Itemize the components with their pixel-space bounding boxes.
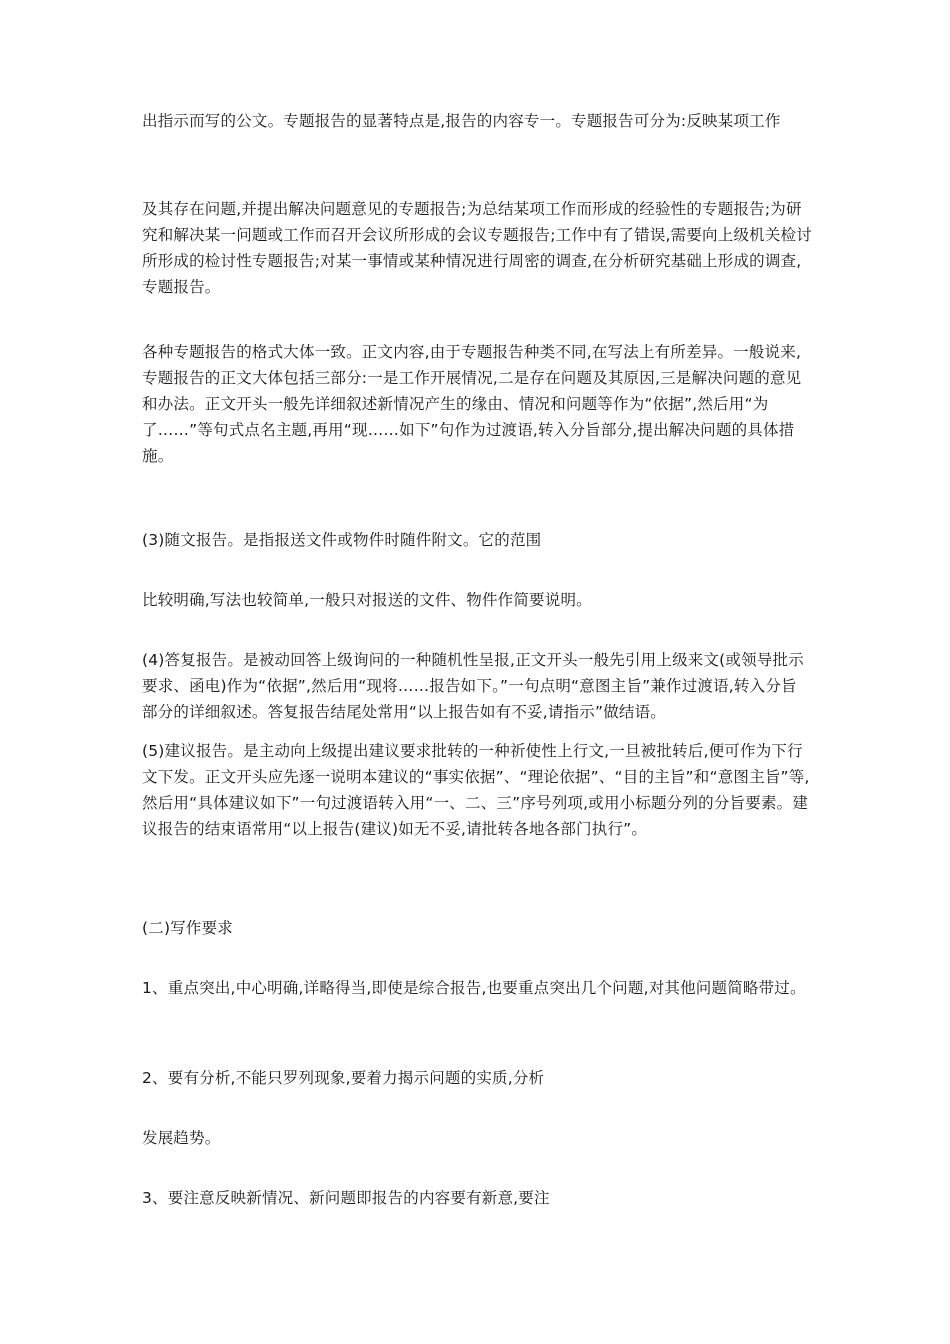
requirement-item-3: 3、要注意反映新情况、新问题即报告的内容要有新意,要注 <box>142 1189 550 1207</box>
paragraph-report-format: 各种专题报告的格式大体一致。正文内容,由于专题报告种类不同,在写法上有所差异。一般说来,专题报告的正文大体包括三部分:一是工作开展情况,二是存在问题及其原因,三是解决问题的意见和办法。正文开头一般先详细叙述新情况产生的缘由、情况和问题等作为“依据”,然后用“为了……”等句式点名主题,再用“现……如下”句作为过渡语,转入分旨部分,提出解决问题的具体措施。 <box>142 343 802 465</box>
paragraph-report-definition: 出指示而写的公文。专题报告的显著特点是,报告的内容专一。专题报告可分为:反映某项工作 <box>142 112 781 130</box>
paragraph-report-types: 及其存在问题,并提出解决问题意见的专题报告;为总结某项工作而形成的经验性的专题报告;为研究和解决某一问题或工作而召开会议所形成的会议专题报告;工作中有了错误,需要向上级机关检讨所形成的检讨性专题报告;对某一事情或某种情况进行周密的调查,在分析研究基础上形成的调查,专题报告。 <box>142 200 812 296</box>
requirement-item-2: 2、要有分析,不能只罗列现象,要着力揭示问题的实质,分析 <box>142 1069 545 1087</box>
paragraph-accompanying-report-cont: 比较明确,写法也较简单,一般只对报送的文件、物件作简要说明。 <box>142 591 592 609</box>
paragraph-accompanying-report: (3)随文报告。是指报送文件或物件时随件附文。它的范围 <box>142 531 542 549</box>
section-heading-writing-requirements: (二)写作要求 <box>142 919 233 937</box>
requirement-item-1: 1、重点突出,中心明确,详略得当,即使是综合报告,也要重点突出几个问题,对其他问题简略带过。 <box>142 979 806 997</box>
requirement-item-2-cont: 发展趋势。 <box>142 1129 221 1147</box>
paragraph-reply-report: (4)答复报告。是被动回答上级询问的一种随机性呈报,正文开头一般先引用上级来文(或领导批示要求、函电)作为“依据”,然后用“现将……报告如下。”一句点明“意图主旨”兼作过渡语,转入分旨部分的详细叙述。答复报告结尾处常用“以上报告如有不妥,请指示”做结语。 <box>142 651 804 721</box>
paragraph-proposal-report: (5)建议报告。是主动向上级提出建议要求批转的一种祈使性上行文,一旦被批转后,便可作为下行文下发。正文开头应先逐一说明本建议的“事实依据”、“理论依据”、“目的主旨”和“意图主旨”等,然后用“具体建议如下”一句过渡语转入用“一、二、三”序号列项,或用小标题分列的分旨要素。建议报告的结束语常用“以上报告(建议)如无不妥,请批转各地各部门执行”。 <box>142 742 810 838</box>
